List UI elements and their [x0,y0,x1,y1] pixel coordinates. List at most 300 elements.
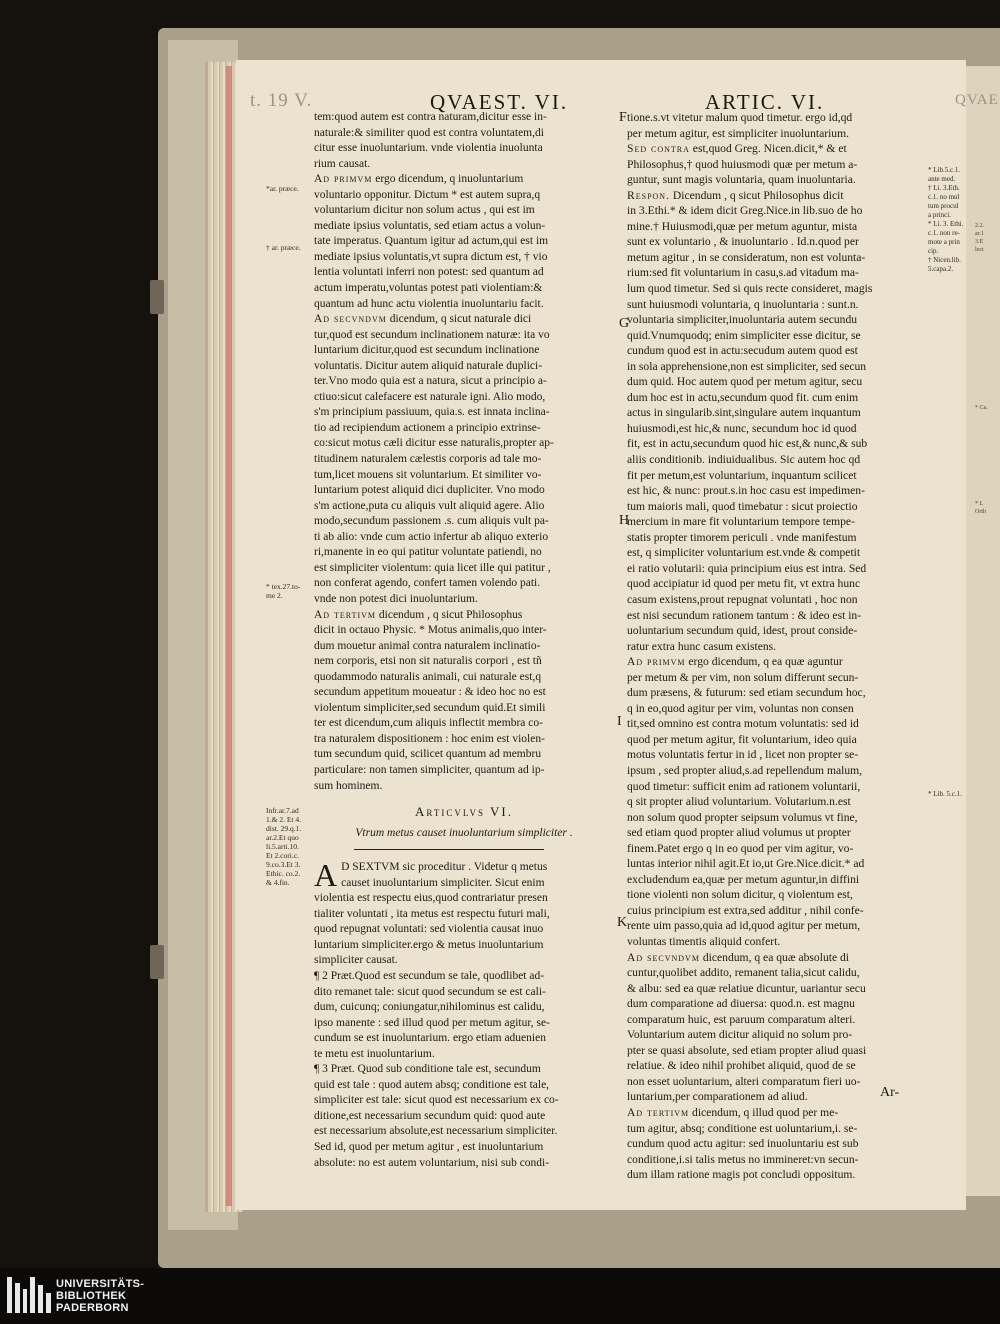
text-line [314,514,614,530]
line-text: luntarium simpliciter.ergo & metus inuoluntarium [314,938,544,951]
text-line [314,561,614,577]
text-line [627,436,925,452]
logo-line-3: PADERBORN [56,1302,129,1314]
line-text: & albu: sed ea quæ relatiue dicuntur, uariantur secu [627,981,866,995]
text-line [627,639,925,655]
line-text: Voluntarium autem dicitur aliquid no solum pro- [627,1028,853,1042]
line-text: cuius principium est extra,sed additur , nihil confe- [627,903,864,917]
text-line [314,985,614,1001]
line-text: comparatum huic, est paruum comparatum alteri. [627,1012,856,1026]
text-line [314,953,614,969]
text-line [627,1152,925,1168]
line-text: ti ab alio: vnde cum actio infertur ab aliquo exterio [314,530,549,543]
header-ghost-left: t. 19 V. [250,90,313,111]
line-text: excludendum ea,quæ per metum aguntur,in diffini [627,872,860,886]
line-text: q sit propter aliud voluntarium. Volutarium.n.est [627,795,851,809]
text-line [627,312,925,328]
line-text: voluntaria simpliciter,inuoluntaria autem secundu [627,313,858,327]
text-line [627,390,925,406]
line-text: quod timetur: sufficit enim ad rationem voluntarii, [627,779,861,793]
text-line [627,328,925,344]
line-text: quantum ad hunc actu violentia inuoluntariu facit. [314,297,544,310]
line-text: s'm principium passiuum, quia.s. est innata inclina- [314,406,550,419]
text-line [627,1027,925,1043]
line-text: est nisi secundum rationem tantum : & ideo est in- [627,608,862,622]
line-text: luntarium potest aliquid dici dupliciter. Vno modo [314,484,545,497]
text-line [627,234,925,250]
clasp-upper [150,280,164,314]
line-text: dum præsens, & futurum: sed etiam secundum hoc, [627,686,866,700]
small-caps-lead: Ad primvm [314,173,373,186]
line-text: ¶ 3 Præt. Quod sub conditione tale est, secundum [314,1063,541,1076]
article-body [314,857,614,1171]
text-line [314,779,614,795]
text-line [314,592,614,608]
line-text: tum,licet mouens sit voluntarium. Et similiter vo- [314,468,542,481]
line-text: motus voluntatis fertur in id , licet non propter se- [627,748,859,762]
line-text: quid est tale : quod autem absq; conditione est tale, [314,1078,550,1091]
article-heading: Articvlvs VI. [414,804,513,820]
margin-note-left-1: *ar. præce. [266,184,299,193]
text-line [314,623,614,639]
text-line [314,312,614,328]
line-text: violentia est respectu eius,quod contrariatur presen [314,892,548,905]
text-line [627,1121,925,1137]
text-line [627,1167,925,1183]
line-text: simpliciter causat. [314,954,398,967]
text-line [314,374,614,390]
line-text: luntarium,per comparationem ad aliud. [627,1090,808,1104]
line-text: secundum appetitum moueatur : & ideo hoc no est [314,686,546,699]
text-line [627,514,925,530]
line-text: actum imperatu,voluntas potest pati violentiam:& [314,282,543,295]
line-text: casum existens,prout repugnat voluntati , hoc non [627,592,858,606]
line-text: pter se quasi absolute, sed etiam propter aliud quasi [627,1043,867,1057]
line-text: lentia voluntati inferri non potest: sed quantum ad [314,266,544,279]
text-line [314,172,614,188]
line-text: nem corporis, etsi non sit naturalis corpori , est tñ [314,655,542,668]
line-text: ctiuo:sicut calefacere est naturale igni. Alio modo, [314,390,546,403]
text-line [627,1105,925,1121]
text-line [314,1047,614,1063]
text-line [314,1109,614,1125]
text-line [314,1140,614,1156]
text-line [627,965,925,981]
text-line [314,141,614,157]
line-text: quod per metum agitur, fit voluntarium, ideo quia [627,732,857,746]
line-text: dicit in octauo Physic. * Motus animalis,quo inter- [314,624,547,637]
line-text: tione.s.vt vitetur malum quod timetur. ergo id,qd [627,111,853,124]
line-text: naturale:& similiter quod est contra voluntatem,di [314,126,544,139]
text-line [314,203,614,219]
text-line [627,576,925,592]
line-text: dum comparatione ad diuersa: quod.n. est magnu [627,997,855,1011]
text-line [314,907,614,923]
text-line [627,499,925,515]
text-line [627,374,925,390]
line-text: ri,manente in eo qui patitur voluntate patiendi, no [314,546,542,559]
text-line [627,810,925,826]
text-line [314,188,614,204]
text-line [314,763,614,779]
line-text: in sola apprehensione,non est simpliciter, sed secun [627,359,867,373]
line-text: guntur, sunt magis voluntaria, quam inuoluntaria. [627,173,856,187]
side-letter-k: K [617,915,628,930]
line-text: voluntario opponitur. Dictum * est autem supra,q [314,188,541,201]
library-logo-text [56,1278,144,1314]
text-line [314,701,614,717]
text-line [627,126,925,142]
text-line [627,903,925,919]
text-line [314,639,614,655]
line-text: est simpliciter violentum: quia licet ille qui patitur , [314,561,551,574]
right-column-text [627,110,925,1183]
text-line [314,654,614,670]
strip-note-2: * Ca. [975,405,988,411]
line-text: ¶ 2 Præt.Quod est secundum se tale, quodlibet ad- [314,969,545,982]
line-text: Sed id, quod per metum agitur , est inuoluntarium [314,1141,544,1153]
line-text: uoluntarium secundum quid, idest, prout conside- [627,624,858,638]
text-line [627,359,925,375]
text-line [627,421,925,437]
text-line [627,856,925,872]
text-line [314,126,614,142]
line-text: violentum simpliciter,sed secundum quid.Et simili [314,701,546,714]
text-line [627,250,925,266]
text-line [627,468,925,484]
text-line [314,250,614,266]
line-text: cuntur,quolibet addito, remanent talia,sicut calidu, [627,966,860,980]
margin-note-left-2: † ar. præce. [266,243,301,252]
text-line [627,561,925,577]
line-text: per metum agitur, est simpliciter inuoluntarium. [627,126,850,140]
footer-bar [0,1268,1000,1324]
text-line [314,468,614,484]
line-text: tum maioris mali, quod timebatur : sicut proiectio [627,499,858,513]
text-line [314,545,614,561]
text-line [627,716,925,732]
small-caps-lead: Sed contra [627,142,690,156]
text-line [341,860,614,876]
line-text: tate imperatus. Quantum igitur ad actum,qui est im [314,235,549,248]
text-line [314,265,614,281]
line-text: conditione,i.si talis metus no immineret:vn secun- [627,1152,859,1166]
text-line [627,732,925,748]
line-text: tur,quod est secundum inclinationem naturæ: ita vo [314,328,550,341]
line-text: cundum quod actu agitur: sed inuoluntariu est sub [627,1137,859,1151]
text-line [627,219,925,235]
line-text: ipso manente : sed illud quod per metum agitur, se- [314,1016,550,1029]
article-body-text [314,857,614,1171]
side-letter-f: F [619,110,627,125]
text-line [314,938,614,954]
line-text: dicendum, q sicut naturale dici [386,313,532,326]
line-text: dum, cuicunq; coniungatur,nihilominus est calidu, [314,1001,545,1014]
line-text: rente uim passo,quia ad id,quod agitur per metum, [627,919,861,933]
strip-note-1: 2.2. ar.1 3.E lect [975,223,984,253]
line-text: particulare: non tamen simpliciter, quantum ad ip- [314,763,545,776]
library-logo-icon [7,1277,51,1313]
line-text: ratur extra hunc casum existens. [627,639,777,653]
margin-note-left-4: Infr.ar.7.ad 1.& 2. Et 4. dist. 29.q.1. ar.2.Et quo li.5.arti.10. Et 2.cori.c. 9.co.3.Et 3. Ethic. co.2. & 4.fin. [266,806,302,887]
running-head-right: ARTIC. VI. [705,90,825,114]
logo-line-1: UNIVERSITÄTS- [56,1278,145,1290]
text-line [627,188,925,204]
logo-line-2: BIBLIOTHEK [56,1290,127,1302]
text-line [314,405,614,421]
text-line [627,950,925,966]
line-text: absolute: no est autem voluntarium, nisi sub condi- [314,1156,550,1169]
text-line [627,608,925,624]
line-text: aliis conditionib. indiuidualibus. Sic autem hoc qd [627,453,861,467]
line-text: Philosophus,† quod huiusmodi quæ per metum a- [627,157,858,171]
line-text: per metum & per vim, non solum differunt secun- [627,670,859,684]
text-line [627,157,925,173]
line-text: statis propter timorem periculi . vnde manifestum [627,530,857,544]
text-line [627,747,925,763]
line-text: D SEXTVM sic proceditur . Videtur q metus [341,861,548,874]
line-text: dum quid. Hoc autem quod per metum agitur, secu [627,375,863,389]
text-line [314,969,614,985]
line-text: ter est dicendum,cum aliquis inflectit membra co- [314,717,543,730]
line-text: dicendum, q illud quod per me- [689,1106,839,1119]
text-line [627,981,925,997]
text-line [627,670,925,686]
text-line [314,1016,614,1032]
line-text: tialiter voluntati , ita metus est respectu futuri mali, [314,907,550,920]
text-line [627,297,925,313]
text-line [314,1124,614,1140]
line-text: sunt ex voluntario , & inuoluntario . Id.n.quod per [627,235,859,249]
small-caps-lead: Ad tertivm [627,1106,690,1119]
line-text: ergo dicendum, q ea quæ aguntur [685,655,843,669]
side-letter-h: H [619,513,630,528]
text-line [314,1062,614,1078]
text-line [314,1156,614,1172]
line-text: dum illam ratione magis pot concludi oppositum. [627,1168,856,1182]
text-line [627,1136,925,1152]
text-line [627,685,925,701]
text-line [314,483,614,499]
text-line [314,297,614,313]
text-line [314,359,614,375]
line-text: est, q simpliciter voluntarium est.vnde & competit [627,546,861,560]
text-line [314,891,614,907]
line-text: tit,sed omnino est contra motum voluntatis: sed id [627,717,859,731]
text-line [314,1000,614,1016]
line-text: quod repugnat voluntati: sed violentia causat inuo [314,923,544,936]
line-text: sunt huiusmodi voluntaria, q inuoluntaria : sunt.n. [627,297,859,311]
text-line [627,405,925,421]
line-text: co:sicut motus cæli dicitur esse naturalis,propter ap- [314,437,554,450]
line-text: fit, est in actu,secundum quod hic est,& nunc,& sub [627,437,868,451]
line-text: luntarium dicitur,quod est secundum inclinatione [314,344,540,357]
text-line [314,685,614,701]
text-line [627,779,925,795]
running-head-left: QVAEST. VI. [430,90,569,114]
line-text: in 3.Ethi.* & idem dicit Greg.Nice.in lib.suo de ho [627,204,863,218]
text-line [627,530,925,546]
line-text: ipsum , sed propter aliud,s.ad repellendum malum, [627,763,863,777]
text-line [314,747,614,763]
red-edge [226,66,232,1206]
line-text: s'm actione,puta cu aliquis vult aliquid agere. Alio [314,499,545,512]
drop-cap: A [314,857,338,894]
line-text: rium:sed fit voluntarium in casu,s.ad vitadum ma- [627,266,859,280]
text-line [627,1058,925,1074]
text-line [314,576,614,592]
header-ghost-right: QVAE [955,92,999,108]
line-text: citur esse inuoluntarium. vnde violentia inuolunta [314,142,543,155]
text-line [314,157,614,173]
line-text: q in eo,quod agitur per vim, voluntas non consen [627,701,854,715]
text-line [314,499,614,515]
text-line [314,608,614,624]
text-line [314,421,614,437]
margin-note-left-3: * tex.27.to- me 2. [266,582,301,600]
line-text: voluntarium dicitur non solum actus , qui est im [314,204,535,217]
text-line [627,343,925,359]
line-text: tio ad recipiendum actionem a principio extrinse- [314,421,541,434]
text-line [627,281,925,297]
line-text: luntas interior nihil agit.Et io,ut Gre.Nice.dicit.* ad [627,857,865,871]
line-text: est,quod Greg. Nicen.dicit,* & et [689,142,847,156]
text-line [314,110,614,126]
line-text: dicendum, q ea quæ absolute di [699,950,850,964]
line-text: quodammodo naturalis animali, cui naturale est,q [314,670,542,683]
article-question: Vtrum metus causet inuoluntarium simpliciter . [355,826,573,839]
line-text: non esset uoluntarium, alteri comparatum fieri uo- [627,1074,861,1088]
line-text: ei ratio volutarii: quia principium eius est intra. Sed [627,561,867,575]
text-line [627,623,925,639]
line-text: quid.Vnumquodq; enim simpliciter esse dicitur, se [627,328,861,342]
text-line [627,887,925,903]
text-line [341,876,614,892]
line-text: dum mouetur animal contra naturalem inclinatio- [314,639,541,652]
text-line [627,1012,925,1028]
line-text: metum agitur , in se consideratum, non est volunta- [627,250,866,264]
line-text: tum agitur, absq; conditione est uoluntarium,i. se- [627,1121,858,1135]
small-caps-lead: Ad tertivm [314,608,377,621]
line-text: modo,secundum passionem .s. cum aliquis vult pa- [314,515,549,528]
text-line [627,141,925,157]
line-text: huiusmodi,est hic,& nunc, secundum hoc id quod [627,421,857,435]
text-line [627,918,925,934]
text-line [314,716,614,732]
text-line [627,172,925,188]
right-column [627,110,925,1183]
line-text: non solum quod propter seipsum volumus vt fine, [627,810,858,824]
line-text: sum hominem. [314,779,383,792]
text-line [627,701,925,717]
text-line [627,265,925,281]
line-text: sed etiam quod propter aliud volumus ut propter [627,826,851,840]
line-text: non conferat agendo, confert tamen volendo pati. [314,577,541,590]
text-line [627,825,925,841]
text-line [314,732,614,748]
line-text: actus in singularib.sint,singulare autem inquantum [627,406,861,420]
side-letter-g: G [619,316,630,331]
text-line [314,281,614,297]
text-line [627,545,925,561]
small-caps-lead: Ad secvndvm [627,950,700,964]
text-line [627,452,925,468]
text-line [314,670,614,686]
small-caps-lead: Ad secvndvm [314,313,387,326]
text-line [314,328,614,344]
line-text: te metu est inuoluntarium. [314,1047,435,1060]
side-letter-i: I [617,714,622,729]
text-line [314,1031,614,1047]
text-line [627,872,925,888]
line-text: finem.Patet ergo q in eo quod per vim agitur, vo- [627,841,854,855]
line-text: simpliciter est tale: sicut quod est necessarium ex co- [314,1094,559,1107]
line-text: est hic, & nunc: prout.s.in hoc casu est impedimen- [627,484,865,498]
line-text: ter.Vno modo quia est a natura, sicut a principio a- [314,375,547,388]
line-text: dicendum , q sicut Philosophus [376,608,523,621]
line-text: quod accipiatur id quod per metu fit, vt extra hunc [627,577,861,591]
text-line [314,1078,614,1094]
small-caps-lead: Respon. [627,188,670,202]
line-text: causet inuoluntarium simpliciter. Sicut enim [341,876,545,889]
text-line [627,794,925,810]
text-line [314,390,614,406]
line-text: titudinem naturalem cælestis corporis ad tale mo- [314,453,542,466]
line-text: mine.† Huiusmodi,quæ per metum aguntur, mista [627,219,858,233]
line-text: voluntas timentis aliquid confert. [627,934,781,948]
text-line [314,922,614,938]
line-text: cundum quod est in actu:secudum autem quod est [627,344,858,358]
line-text: vnde non potest dici inuoluntarium. [314,592,478,605]
line-text: dum hoc est in actu,secundum quod fit. cum enim [627,390,859,404]
line-text: ergo dicendum, q inuoluntarium [372,173,524,186]
small-caps-lead: Ad primvm [627,655,686,669]
line-text: tione violenti non solum dicitur, q violentum est, [627,888,853,902]
margin-note-right-1: * Lib.5.c.1. ante med. † Li. 3.Eth. c.1. no mul tum procul a princi. * Li. 3. Ethi. c.1. non re- mote a prin cip. † Nicen.lib. 5.capa.2. [928,166,964,273]
text-line [627,934,925,950]
text-line [314,343,614,359]
heading-rule [354,849,544,850]
text-line [627,841,925,857]
text-line [627,592,925,608]
line-text: Dicendum , q sicut Philosophus dicit [669,188,844,202]
text-line [627,110,925,126]
line-text: tum secundum quid, scilicet quantum ad membru [314,748,542,761]
text-line [627,996,925,1012]
text-line [627,654,925,670]
line-text: voluntatis. Dicitur autem aliquid naturale duplici- [314,359,543,372]
line-text: cundum se est inuoluntarium. ergo etiam aduenien [314,1032,546,1045]
text-line [314,234,614,250]
strip-note-3: * L Orth [975,501,986,515]
text-line [314,1093,614,1109]
text-line [314,436,614,452]
line-text: ditione,est necessarium secundum quid: quod aute [314,1109,546,1122]
line-text: mediate ipsius voluntatis,vt supra dictum est, † vio [314,250,548,263]
left-column-text [314,110,614,794]
line-text: tem:quod autem est contra naturam,dicitur esse in- [314,111,547,123]
text-line [627,483,925,499]
margin-note-right-2: * Lib. 5.c.1. [928,790,962,798]
line-text: tra naturalem dispositionem : hoc enim est violen- [314,732,545,745]
text-line [314,452,614,468]
text-line [314,530,614,546]
text-line [627,1043,925,1059]
clasp-lower [150,945,164,979]
line-text: fit per metum,est voluntarium, inquantum scilicet [627,468,857,482]
line-text: relatiue. & ideo nihil prohibet aliquid, quod de se [627,1059,856,1073]
text-line [314,219,614,235]
